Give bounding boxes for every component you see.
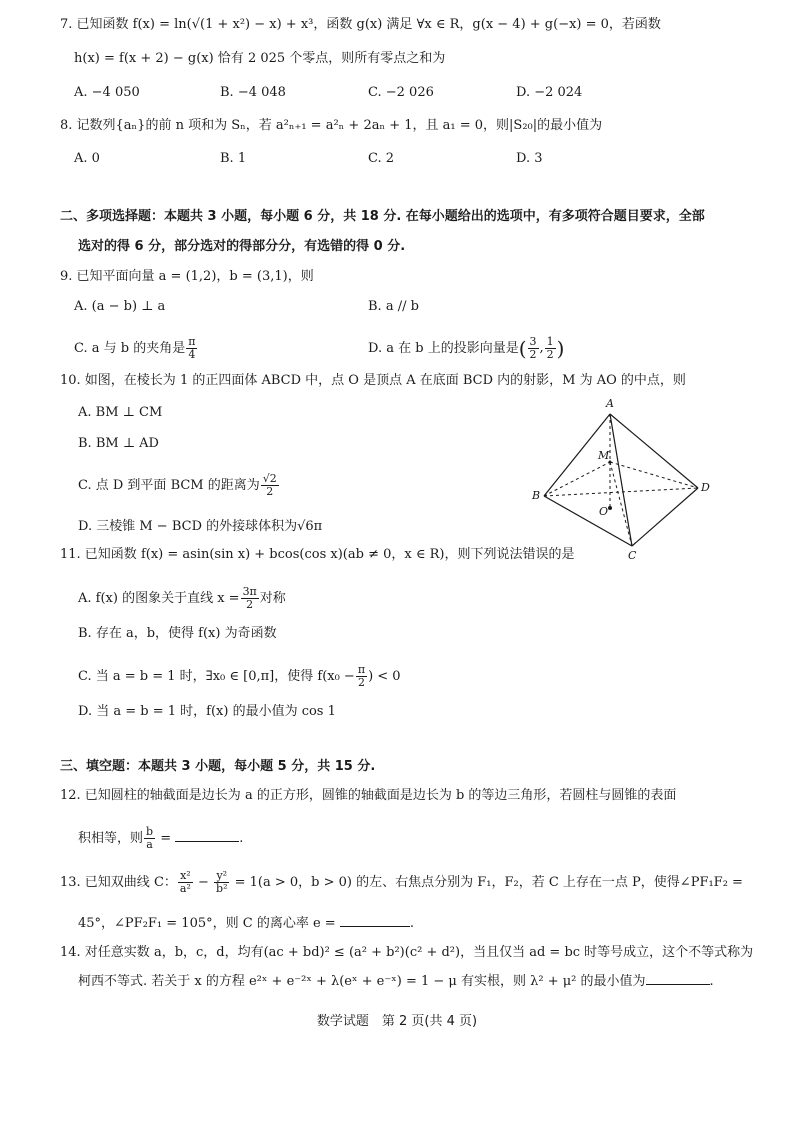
section2-heading-line1: 二、多项选择题：本题共 3 小题，每小题 6 分，共 18 分. 在每小题给出的选项中，有多项符合题目要求，全部 — [60, 209, 705, 224]
page-footer: 数学试题 第 2 页(共 4 页) — [316, 1014, 478, 1029]
tetrahedron-figure — [530, 398, 720, 568]
label-c: C — [628, 549, 637, 562]
q13-fraction-x — [178, 870, 193, 895]
fraction-numerator: 3π — [242, 585, 257, 598]
fraction-denominator: b² — [216, 882, 228, 895]
fraction-denominator: 2 — [266, 485, 274, 498]
fraction-numerator: b — [146, 825, 154, 838]
q7-option-b: B. −4 048 — [220, 85, 286, 100]
label-m: M — [598, 449, 610, 462]
q13-fraction-y — [214, 870, 229, 895]
section2-heading-line2: 选对的得 6 分，部分选对的得部分分，有选错的得 0 分. — [78, 239, 406, 254]
q12-fraction — [144, 826, 155, 851]
fraction-denominator: 2 — [246, 598, 254, 611]
fraction-numerator: 1 — [546, 335, 554, 348]
label-a: A — [606, 397, 614, 410]
q8-option-a: A. 0 — [74, 151, 100, 166]
label-d: D — [701, 481, 710, 494]
q11-option-d: D. 当 a = b = 1 时，f(x) 的最小值为 cos 1 — [78, 704, 336, 719]
q13-line2 — [78, 914, 414, 933]
point-o — [608, 506, 612, 510]
q12-equals: = — [156, 831, 176, 846]
q11-option-b: B. 存在 a，b，使得 f(x) 为奇函数 — [78, 626, 277, 641]
q11-stem: 11. 已知函数 f(x) = asin(sin x) + bcos(cos x)(ab ≠ 0，x ∈ R)，则下列说法错误的是 — [60, 547, 575, 562]
fraction-denominator: 2 — [357, 676, 365, 689]
q9-stem: 9. 已知平面向量 a = (1,2)，b = (3,1)，则 — [60, 269, 314, 284]
q9-option-a: A. (a − b) ⊥ a — [74, 299, 166, 314]
q8-stem: 8. 记数列{aₙ}的前 n 项和为 Sₙ，若 a²ₙ₊₁ = a²ₙ + 2aₙ + 1，且 a₁ = 0，则|S₂₀|的最小值为 — [60, 118, 603, 133]
right-paren: ) — [556, 336, 565, 361]
q11-option-c-suffix: ) < 0 — [368, 669, 401, 684]
q10-stem: 10. 如图，在棱长为 1 的正四面体 ABCD 中，点 O 是顶点 A 在底面 BCD 内的射影，M 为 AO 的中点，则 — [60, 373, 686, 388]
q11-option-c-text: C. 当 a = b = 1 时，∃x₀ ∈ [0,π]，使得 f(x₀ − — [78, 669, 355, 684]
q8-option-b: B. 1 — [220, 151, 247, 166]
q9-option-d-fraction-2 — [545, 336, 556, 361]
edge-cd — [632, 488, 698, 546]
label-b: B — [532, 489, 541, 502]
fraction-denominator: 2 — [546, 348, 554, 361]
q14-answer-blank[interactable] — [646, 972, 710, 985]
fraction-numerator: 3 — [529, 335, 537, 348]
q7-option-d: D. −2 024 — [516, 85, 583, 100]
q13-line2-text: 45°，∠PF₂F₁ = 105°，则 C 的离心率 e = — [78, 916, 340, 931]
q12-answer-blank[interactable] — [175, 829, 239, 842]
q7-option-c: C. −2 026 — [368, 85, 434, 100]
section3-heading: 三、填空题：本题共 3 小题，每小题 5 分，共 15 分. — [60, 759, 376, 774]
fraction-denominator: 2 — [529, 348, 537, 361]
q12-line2-text: 积相等，则 — [78, 831, 144, 846]
q14-period: . — [709, 974, 714, 989]
fraction-numerator: √2 — [262, 472, 277, 485]
q7-option-a: A. −4 050 — [74, 85, 140, 100]
q12-period: . — [239, 831, 244, 846]
comma: , — [539, 340, 544, 356]
fraction-numerator: π — [188, 335, 196, 348]
q9-option-d-fraction-1 — [528, 336, 539, 361]
q13-text-suffix: = 1(a > 0，b > 0) 的左、右焦点分别为 F₁，F₂，若 C 上存在一点 P，使得∠PF₁F₂ = — [230, 875, 743, 890]
q11-option-c — [78, 664, 401, 689]
edge-ad — [610, 414, 698, 488]
q11-option-a — [78, 586, 286, 611]
q11-option-a-suffix: 对称 — [259, 591, 286, 606]
tetrahedron-diagram — [530, 398, 720, 568]
q14-line2 — [78, 972, 714, 991]
q11-option-a-text: A. f(x) 的图象关于直线 x = — [78, 591, 240, 606]
q14-line2-text: 柯西不等式. 若关于 x 的方程 e²ˣ + e⁻²ˣ + λ(eˣ + e⁻ˣ) = 1 − μ 有实根，则 λ² + μ² 的最小值为 — [78, 974, 646, 989]
q10-option-c — [78, 473, 280, 498]
q8-option-d: D. 3 — [516, 151, 543, 166]
q11-option-c-fraction — [356, 664, 367, 689]
fraction-numerator: y² — [214, 870, 229, 883]
q10-option-a: A. BM ⊥ CM — [78, 405, 163, 420]
edge-ac — [610, 414, 632, 546]
q13-text-prefix: 13. 已知双曲线 C： — [60, 875, 177, 890]
q9-option-d-text: D. a 在 b 上的投影向量是 — [368, 341, 519, 356]
q12-line2 — [78, 826, 243, 851]
q13-line1 — [60, 870, 743, 895]
q9-option-c-fraction — [186, 336, 197, 361]
fraction-numerator: x² — [178, 870, 193, 883]
label-o: O — [599, 505, 609, 518]
fraction-denominator: a — [146, 838, 153, 851]
q9-option-c-text: C. a 与 b 的夹角是 — [74, 341, 186, 356]
edge-bc — [544, 496, 632, 546]
segment-md — [610, 462, 698, 488]
q9-option-d — [368, 336, 564, 361]
segment-mc — [610, 462, 632, 546]
q13-minus: − — [193, 875, 214, 890]
q10-option-c-text: C. 点 D 到平面 BCM 的距离为 — [78, 478, 260, 493]
q13-answer-blank[interactable] — [340, 914, 410, 927]
q12-line1: 12. 已知圆柱的轴截面是边长为 a 的正方形，圆锥的轴截面是边长为 b 的等边三角形，若圆柱与圆锥的表面 — [60, 788, 677, 803]
q9-option-b: B. a // b — [368, 299, 419, 314]
q7-stem-line1: 7. 已知函数 f(x) = ln(√(1 + x²) − x) + x³，函数 g(x) 满足 ∀x ∈ R，g(x − 4) + g(−x) = 0，若函数 — [60, 17, 661, 32]
q9-option-c — [74, 336, 198, 361]
q10-option-b: B. BM ⊥ AD — [78, 436, 159, 451]
q10-option-c-fraction — [261, 473, 279, 498]
q7-stem-line2: h(x) = f(x + 2) − g(x) 恰有 2 025 个零点，则所有零点之和为 — [74, 51, 446, 66]
q13-period: . — [409, 916, 414, 931]
left-paren: ( — [518, 336, 527, 361]
q11-option-a-fraction — [241, 586, 259, 611]
fraction-numerator: π — [357, 663, 366, 676]
fraction-denominator: 4 — [188, 348, 196, 361]
q14-line1: 14. 对任意实数 a，b，c，d，均有(ac + bd)² ≤ (a² + b²)(c² + d²)，当且仅当 ad = bc 时等号成立，这个不等式称为 — [60, 945, 754, 960]
q10-option-d: D. 三棱锥 M − BCD 的外接球体积为√6π — [78, 519, 323, 534]
edge-bd-hidden — [544, 488, 698, 496]
segment-bm — [544, 462, 610, 496]
q8-option-c: C. 2 — [368, 151, 395, 166]
fraction-denominator: a² — [179, 882, 191, 895]
